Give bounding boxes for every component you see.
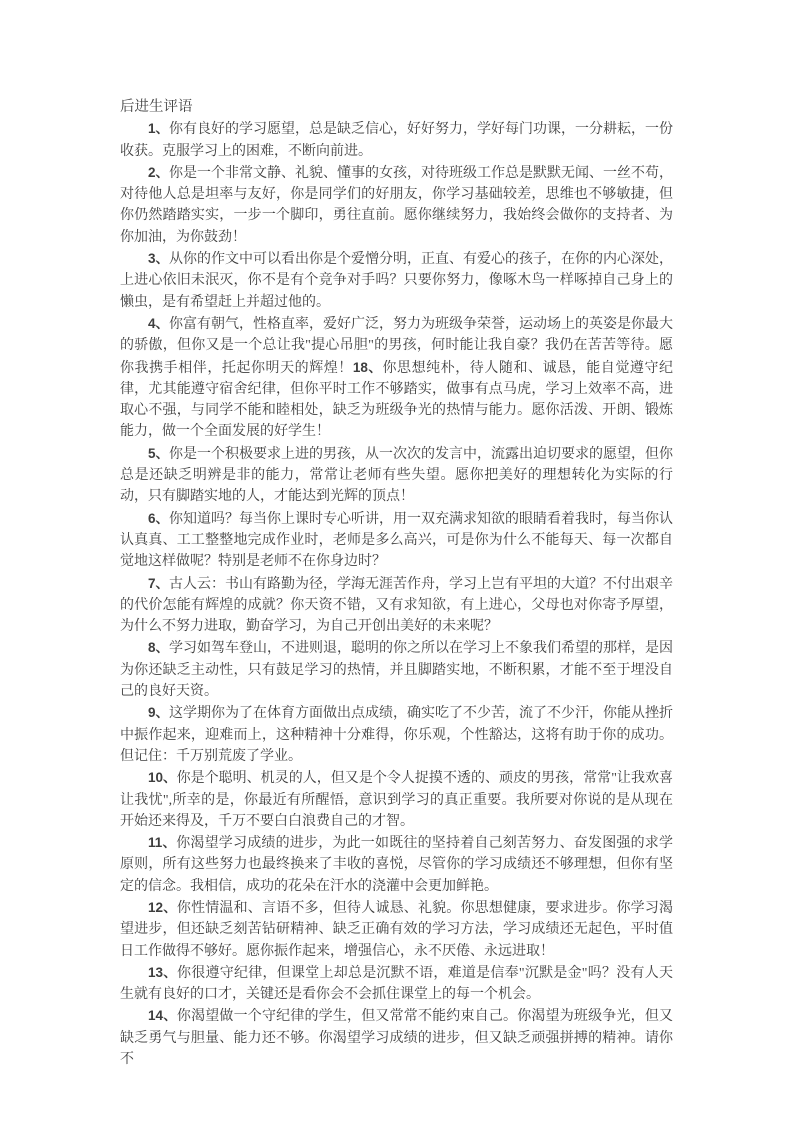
paragraph-text: 你知道吗？每当你上课时专心听讲，用一双充满求知欲的眼睛看着我时，每当你认认真真、工工整整地完成作业时，老师是多么高兴，可是你为什么不能每天、每一次都自觉地这样做呢？特别是老师不在你身边时？ <box>120 511 674 570</box>
paragraph-text: 你是一个积极要求上进的男孩，从一次次的发言中，流露出迫切要求的愿望，但你总是还缺乏明辨是非的能力，常常让老师有些失望。愿你把美好的理想转化为实际的行动，只有脚踏实地的人，才能达到光辉的顶点！ <box>120 446 674 505</box>
paragraph-number: 5、 <box>148 445 170 461</box>
inline-paragraph-number: 18、 <box>352 359 383 375</box>
paragraph-text: 学习如驾车登山，不进则退，聪明的你之所以在学习上不象我们希望的那样，是因为你还缺乏主动性，只有鼓足学习的热情，并且脚踏实地，不断积累，才能不至于埋没自己的良好天资。 <box>120 641 674 700</box>
comment-paragraph-2 <box>120 162 673 248</box>
paragraph-text: 你思想纯朴，待人随和、诚恳，能自觉遵守纪律，尤其能遵守宿舍纪律，但你平时工作不够踏实，做事有点马虎，学习上效率不高，进取心不强，与同学不能和睦相处，缺乏为班级争光的热情与能力。愿你活泼、开朗、锻炼能力，做一个全面发展的好学生！ <box>120 360 673 440</box>
paragraph-number: 9、 <box>148 705 170 721</box>
paragraph-text: 你富有朝气，性格直率，爱好广泛，努力为班级争荣誉，运动场上的英姿是你最大的骄傲，但你又是一个总让我"提心吊胆"的男孩，何时能让我自豪？我仍在苦苦等待。愿你我携手相伴，托起你明天的辉煌！ <box>120 316 674 376</box>
paragraph-text: 你有良好的学习愿望，总是缺乏信心，好好努力，学好每门功课，一分耕耘，一份收获。克服学习上的困难，不断向前进。 <box>120 122 674 159</box>
comment-paragraph-9 <box>120 702 673 767</box>
paragraph-number: 13、 <box>148 964 178 980</box>
paragraph-number: 14、 <box>148 1008 177 1024</box>
comment-paragraph-6 <box>120 508 673 573</box>
paragraph-number: 8、 <box>148 640 170 656</box>
comment-paragraph-7 <box>120 573 673 638</box>
paragraph-text: 你性情温和、言语不多，但待人诚恳、礼貌。你思想健康，要求进步。你学习渴望进步，但还缺乏刻苦钻研精神、缺乏正确有效的学习方法，学习成绩还无起色，平时值日工作做得不够好。愿你振作起来，增强信心，永不厌倦、永远进取！ <box>120 900 673 959</box>
comment-paragraph-3 <box>120 248 673 313</box>
comment-paragraph-13 <box>120 962 673 1006</box>
comment-paragraph-14 <box>120 1005 673 1070</box>
paragraph-number: 10、 <box>148 770 177 786</box>
comment-paragraph-8 <box>120 637 673 702</box>
paragraph-number: 2、 <box>148 164 170 180</box>
paragraph-number: 4、 <box>148 315 170 331</box>
paragraph-text: 从你的作文中可以看出你是个爱憎分明，正直、有爱心的孩子，在你的内心深处，上进心依旧未泯灭，你不是有个竞争对手吗？只要你努力，像啄木鸟一样啄掉自己身上的懒虫，是有希望赶上并超过他的。 <box>120 252 674 310</box>
comment-paragraph-12 <box>120 897 673 962</box>
paragraph-text: 你渴望做一个守纪律的学生，但又常常不能约束自己。你渴望为班级争光，但又缺乏勇气与胆量、能力还不够。你渴望学习成绩的进步，但又缺乏顽强拼搏的精神。请你不 <box>120 1009 673 1068</box>
paragraph-number: 12、 <box>148 899 177 915</box>
paragraph-text: 古人云：书山有路勤为径，学海无涯苦作舟，学习上岂有平坦的大道？不付出艰辛的代价怎能有辉煌的成就？你天资不错，又有求知欲，有上进心，父母也对你寄予厚望，为什么不努力进取，勤奋学习，为自己开创出美好的未来呢？ <box>120 576 674 635</box>
comment-paragraph-4 <box>120 313 673 443</box>
comment-paragraph-11 <box>120 832 673 897</box>
paragraph-text: 你渴望学习成绩的进步，为此一如既往的坚持着自己刻苦努力、奋发图强的求学原则，所有这些努力也最终换来了丰收的喜悦，尽管你的学习成绩还不够理想，但你有坚定的信念。我相信，成功的花朵在汗水的浇灌中会更加鲜艳。 <box>120 836 674 894</box>
paragraph-text: 你很遵守纪律，但课堂上却总是沉默不语，难道是信奉"沉默是金"吗？没有人天生就有良好的口才，关键还是看你会不会抓住课堂上的每一个机会。 <box>120 965 673 1003</box>
paragraph-number: 11、 <box>148 835 177 851</box>
paragraph-number: 3、 <box>148 251 170 267</box>
paragraph-text: 这学期你为了在体育方面做出点成绩，确实吃了不少苦，流了不少汗，你能从挫折中振作起来，迎难而上，这种精神十分难得，你乐观，个性豁达，这将有助于你的成功。但记住：千万别荒废了学业。 <box>120 706 674 764</box>
paragraph-number: 6、 <box>148 510 170 526</box>
paragraph-text: 你是个聪明、机灵的人，但又是个令人捉摸不透的、顽皮的男孩，常常"让我欢喜让我忧",所幸的是，你最近有所醒悟，意识到学习的真正重要。我所要对你说的是从现在开始还来得及，千万不要白白浪费自己的才智。 <box>120 771 673 829</box>
comment-paragraph-5 <box>120 443 673 508</box>
comment-paragraph-1 <box>120 118 673 162</box>
paragraph-number: 1、 <box>148 121 170 137</box>
paragraph-text: 你是一个非常文静、礼貌、懂事的女孩，对待班级工作总是默默无闻、一丝不苟，对待他人总是坦率与友好，你是同学们的好朋友，你学习基础较差，思维也不够敏捷，但你仍然踏踏实实，一步一个脚印，勇往直前。愿你继续努力，我始终会做你的支持者、为你加油，为你鼓劲！ <box>120 165 674 245</box>
comment-paragraph-10 <box>120 767 673 832</box>
document-title: 后进生评语 <box>120 99 193 115</box>
paragraph-number: 7、 <box>148 575 170 591</box>
